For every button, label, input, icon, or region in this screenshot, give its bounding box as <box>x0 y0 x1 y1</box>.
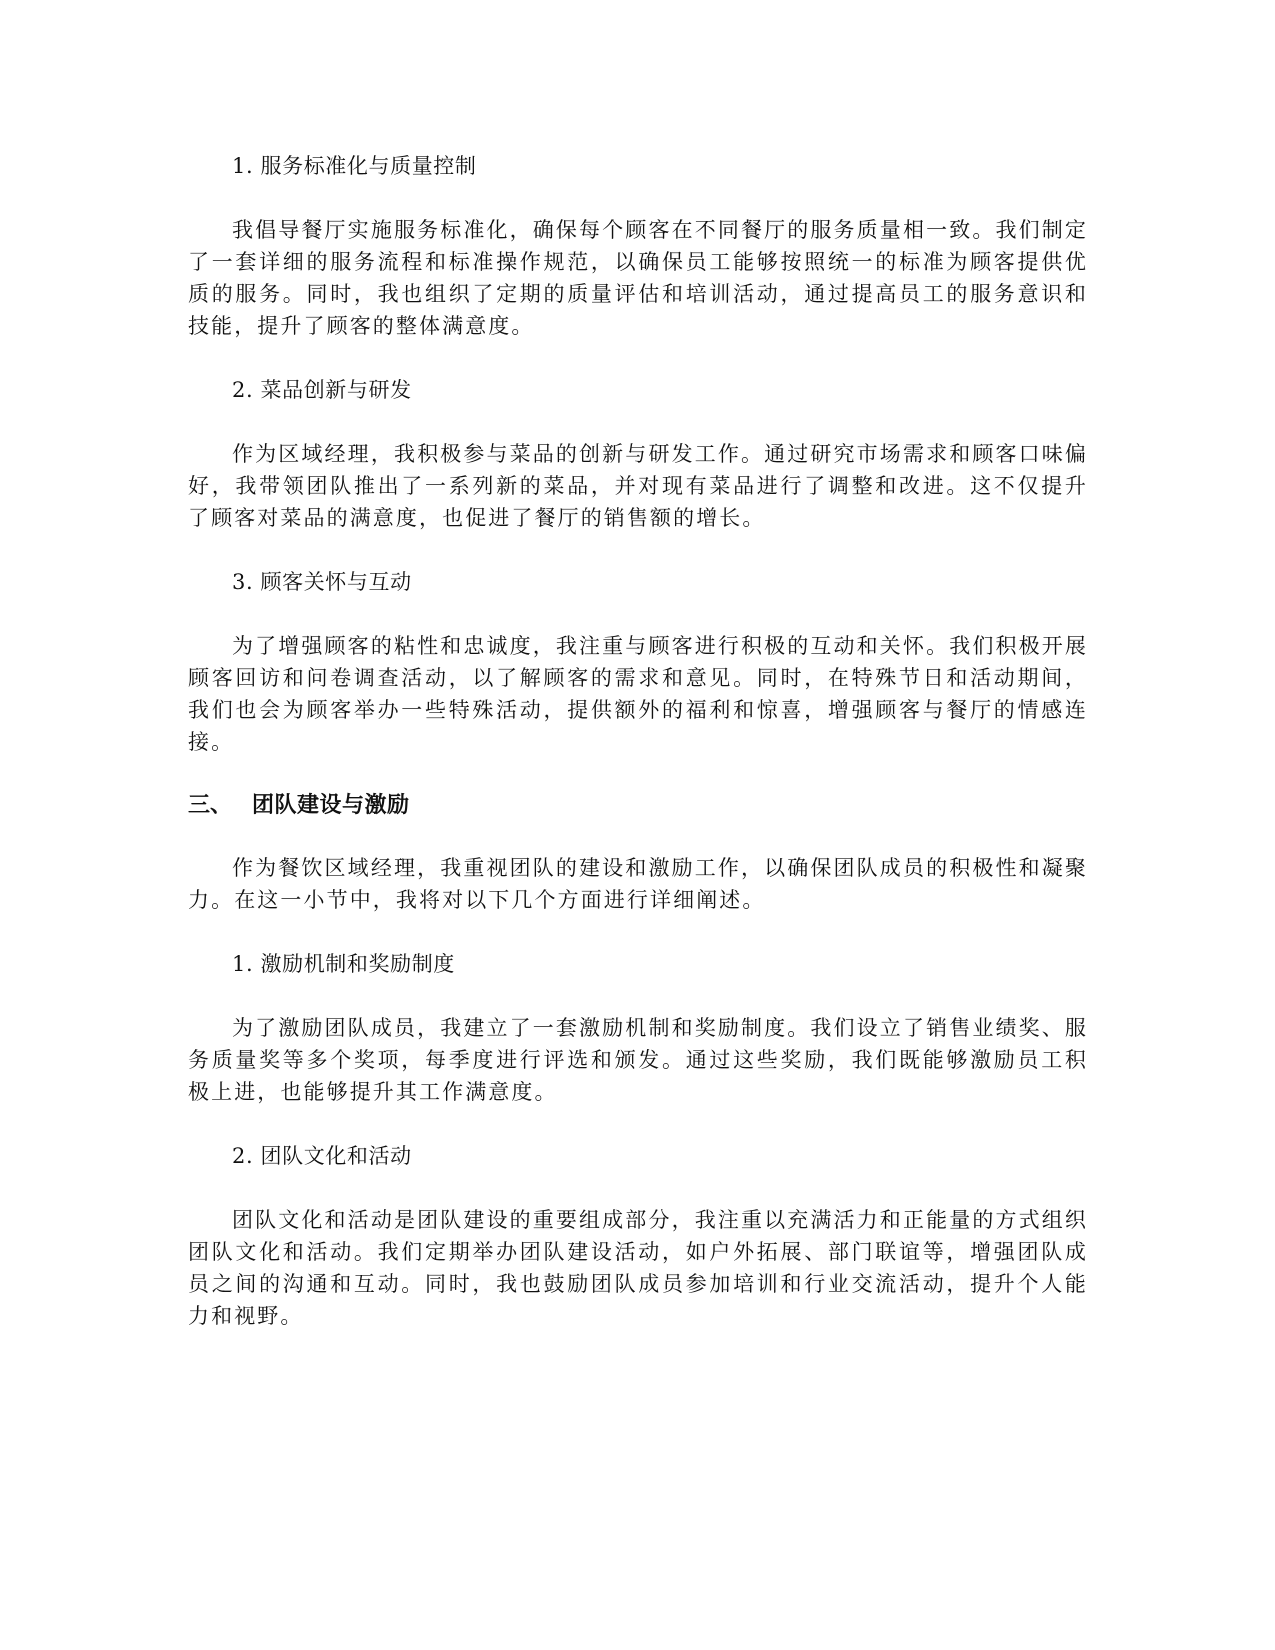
section-title: 团队建设与激励 <box>252 793 410 818</box>
section-heading-team-building <box>188 790 1088 822</box>
paragraph-team-culture: 团队文化和活动是团队建设的重要组成部分，我注重以充满活力和正能量的方式组织团队文化和活动。我们定期举办团队建设活动，如户外拓展、部门联谊等，增强团队成员之间的沟通和互动。同时，我也鼓励团队成员参加培训和行业交流活动，提升个人能力和视野。 <box>188 1208 1088 1328</box>
subsection-heading-incentive-mechanism: 1. 激励机制和奖励制度 <box>232 952 455 976</box>
paragraph-customer-care: 为了增强顾客的粘性和忠诚度，我注重与顾客进行积极的互动和关怀。我们积极开展顾客回访和问卷调查活动，以了解顾客的需求和意见。同时，在特殊节日和活动期间，我们也会为顾客举办一些特殊活动，提供额外的福利和惊喜，增强顾客与餐厅的情感连接。 <box>188 634 1088 754</box>
section-number: 三、 <box>188 793 233 818</box>
subsection-heading-dish-innovation: 2. 菜品创新与研发 <box>232 378 412 402</box>
subsection-heading-customer-care: 3. 顾客关怀与互动 <box>232 570 412 594</box>
paragraph-incentive-mechanism: 为了激励团队成员，我建立了一套激励机制和奖励制度。我们设立了销售业绩奖、服务质量奖等多个奖项，每季度进行评选和颁发。通过这些奖励，我们既能够激励员工积极上进，也能够提升其工作满意度。 <box>188 1016 1088 1104</box>
page-content <box>188 150 1088 1332</box>
subsection-heading-service-standardization: 1. 服务标准化与质量控制 <box>232 154 477 178</box>
paragraph-service-standardization: 我倡导餐厅实施服务标准化，确保每个顾客在不同餐厅的服务质量相一致。我们制定了一套详细的服务流程和标准操作规范，以确保员工能够按照统一的标准为顾客提供优质的服务。同时，我也组织了定期的质量评估和培训活动，通过提高员工的服务意识和技能，提升了顾客的整体满意度。 <box>188 218 1088 338</box>
paragraph-section-intro: 作为餐饮区域经理，我重视团队的建设和激励工作，以确保团队成员的积极性和凝聚力。在这一小节中，我将对以下几个方面进行详细阐述。 <box>188 856 1088 912</box>
subsection-heading-team-culture: 2. 团队文化和活动 <box>232 1144 412 1168</box>
paragraph-dish-innovation: 作为区域经理，我积极参与菜品的创新与研发工作。通过研究市场需求和顾客口味偏好，我带领团队推出了一系列新的菜品，并对现有菜品进行了调整和改进。这不仅提升了顾客对菜品的满意度，也促进了餐厅的销售额的增长。 <box>188 442 1088 530</box>
